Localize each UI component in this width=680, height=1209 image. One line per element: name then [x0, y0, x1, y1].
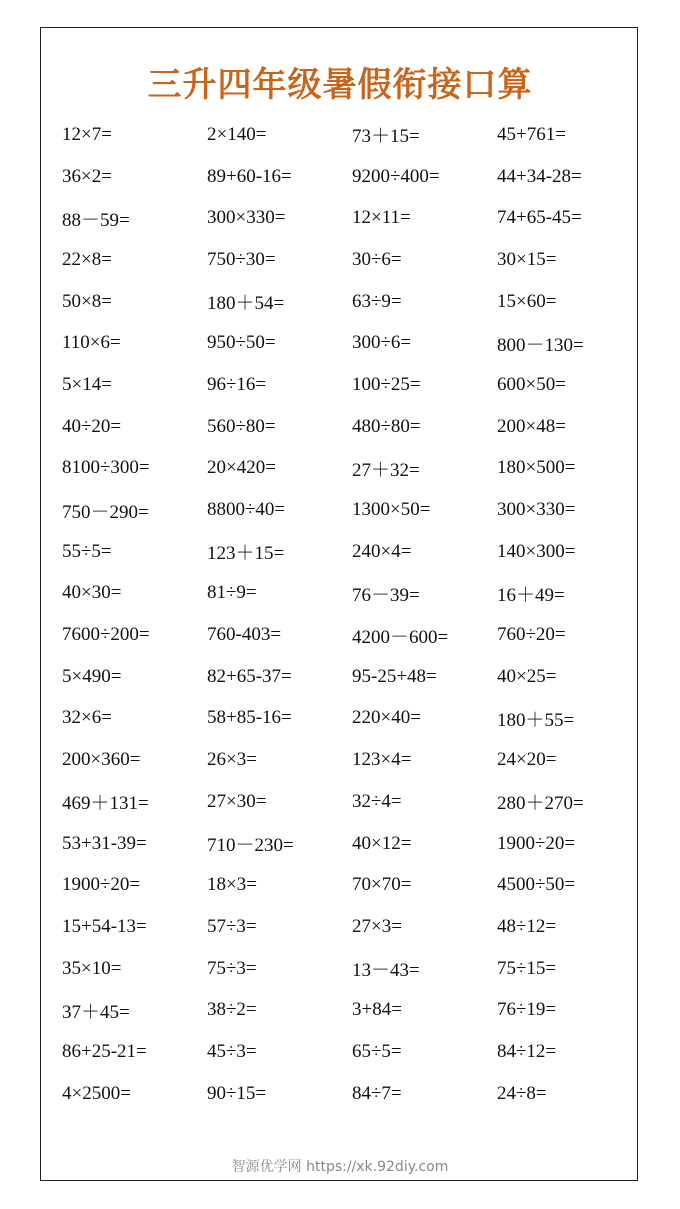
problem-row: [62, 864, 642, 906]
problem-item: 300÷6=: [352, 332, 412, 354]
problem-item: 16＋49=: [497, 584, 565, 606]
problem-item: 90÷15=: [207, 1082, 267, 1104]
problem-row: [62, 239, 642, 281]
problem-item: 1300×50=: [352, 499, 431, 521]
problem-item: 40×25=: [497, 665, 557, 687]
problem-item: 560÷80=: [207, 415, 276, 437]
problem-row: [62, 531, 642, 573]
problem-item: 96÷16=: [207, 373, 267, 395]
problem-item: 36×2=: [62, 165, 112, 187]
problem-row: [62, 197, 642, 239]
problem-item: 300×330=: [207, 207, 286, 229]
problem-item: 27×3=: [352, 915, 402, 937]
problem-item: 760-403=: [207, 624, 282, 646]
problem-item: 58+85-16=: [207, 707, 292, 729]
problem-item: 18×3=: [207, 874, 257, 896]
problem-item: 180＋55=: [497, 709, 575, 731]
problem-item: 82+65-37=: [207, 665, 292, 687]
problem-item: 240×4=: [352, 540, 412, 562]
problem-item: 75÷3=: [207, 957, 257, 979]
problem-item: 140×300=: [497, 540, 576, 562]
problem-item: 27＋32=: [352, 459, 420, 481]
problem-item: 8100÷300=: [62, 457, 150, 479]
problem-item: 26×3=: [207, 749, 257, 771]
problem-item: 15×60=: [497, 290, 557, 312]
problem-item: 24÷8=: [497, 1082, 547, 1104]
problem-row: [62, 823, 642, 865]
problem-item: 123＋15=: [207, 543, 285, 565]
problem-item: 15+54-13=: [62, 915, 147, 937]
problem-item: 480÷80=: [352, 415, 421, 437]
problem-item: 89+60-16=: [207, 165, 292, 187]
problem-row: [62, 448, 642, 490]
problem-row: [62, 322, 642, 364]
problem-item: 4×2500=: [62, 1082, 131, 1104]
problem-item: 3+84=: [352, 999, 402, 1021]
problem-row: [62, 406, 642, 448]
problem-item: 280＋270=: [497, 793, 584, 815]
problem-item: 30÷6=: [352, 248, 402, 270]
problem-item: 45÷3=: [207, 1040, 257, 1062]
problem-item: 24×20=: [497, 749, 557, 771]
problem-item: 5×14=: [62, 373, 112, 395]
problem-item: 73＋15=: [352, 126, 420, 148]
problem-item: 48÷12=: [497, 915, 557, 937]
problem-item: 57÷3=: [207, 915, 257, 937]
problem-item: 38÷2=: [207, 999, 257, 1021]
problem-row: [62, 281, 642, 323]
problem-item: 180＋54=: [207, 293, 285, 315]
problem-item: 800－130=: [497, 334, 584, 356]
problem-item: 37＋45=: [62, 1001, 130, 1023]
problem-item: 76－39=: [352, 584, 420, 606]
footer-watermark: 智源优学网 https://xk.92diy.com: [231, 1159, 449, 1175]
problem-item: 8800÷40=: [207, 499, 286, 521]
problem-item: 300×330=: [497, 499, 576, 521]
problem-item: 95-25+48=: [352, 665, 437, 687]
problem-item: 600×50=: [497, 373, 566, 395]
problem-item: 27×30=: [207, 790, 267, 812]
problem-item: 4500÷50=: [497, 874, 576, 896]
problem-item: 710－230=: [207, 835, 294, 857]
problem-item: 55÷5=: [62, 540, 112, 562]
problem-item: 110×6=: [62, 332, 121, 354]
problem-item: 469＋131=: [62, 793, 149, 815]
problem-row: [62, 781, 642, 823]
problem-row: [62, 656, 642, 698]
problem-item: 12×11=: [352, 207, 411, 229]
problem-item: 9200÷400=: [352, 165, 440, 187]
problem-item: 86+25-21=: [62, 1040, 147, 1062]
problem-item: 750÷30=: [207, 248, 276, 270]
problem-item: 63÷9=: [352, 290, 402, 312]
problem-row: [62, 573, 642, 615]
problem-item: 22×8=: [62, 248, 112, 270]
problem-row: [62, 1073, 642, 1115]
problem-row: [62, 364, 642, 406]
problem-item: 750－290=: [62, 501, 149, 523]
problem-item: 180×500=: [497, 457, 576, 479]
problem-item: 220×40=: [352, 707, 421, 729]
problem-item: 40×12=: [352, 832, 412, 854]
problem-item: 40÷20=: [62, 415, 122, 437]
problem-row: [62, 489, 642, 531]
problem-item: 84÷7=: [352, 1082, 402, 1104]
problem-item: 760÷20=: [497, 624, 566, 646]
problem-item: 5×490=: [62, 665, 122, 687]
problem-item: 65÷5=: [352, 1040, 402, 1062]
problem-row: [62, 698, 642, 740]
problem-item: 53+31-39=: [62, 832, 147, 854]
problem-item: 200×48=: [497, 415, 566, 437]
problem-row: [62, 989, 642, 1031]
problem-item: 12×7=: [62, 123, 112, 145]
problem-item: 50×8=: [62, 290, 112, 312]
problem-item: 950÷50=: [207, 332, 276, 354]
problem-item: 1900÷20=: [497, 832, 576, 854]
problem-item: 81÷9=: [207, 582, 257, 604]
problem-item: 74+65-45=: [497, 207, 582, 229]
problem-item: 45+761=: [497, 123, 566, 145]
problem-item: 44+34-28=: [497, 165, 582, 187]
problem-row: [62, 739, 642, 781]
problem-item: 200×360=: [62, 749, 141, 771]
page-title: 三升四年级暑假衔接口算: [147, 65, 533, 105]
problem-item: 20×420=: [207, 457, 276, 479]
problem-item: 2×140=: [207, 123, 267, 145]
problem-item: 123×4=: [352, 749, 412, 771]
problem-row: [62, 156, 642, 198]
problem-item: 40×30=: [62, 582, 122, 604]
problem-row: [62, 906, 642, 948]
problem-item: 70×70=: [352, 874, 412, 896]
problem-row: [62, 114, 642, 156]
problem-item: 100÷25=: [352, 373, 421, 395]
problem-item: 1900÷20=: [62, 874, 141, 896]
problem-item: 76÷19=: [497, 999, 557, 1021]
problem-item: 75÷15=: [497, 957, 557, 979]
problem-item: 88－59=: [62, 209, 130, 231]
problem-row: [62, 948, 642, 990]
problem-item: 84÷12=: [497, 1040, 557, 1062]
problem-item: 32÷4=: [352, 790, 402, 812]
problem-item: 30×15=: [497, 248, 557, 270]
problem-grid: [62, 114, 642, 1115]
problem-row: [62, 1031, 642, 1073]
problem-item: 13－43=: [352, 960, 420, 982]
problem-item: 7600÷200=: [62, 624, 150, 646]
problem-item: 4200－600=: [352, 626, 449, 648]
problem-row: [62, 614, 642, 656]
problem-item: 35×10=: [62, 957, 122, 979]
problem-item: 32×6=: [62, 707, 112, 729]
